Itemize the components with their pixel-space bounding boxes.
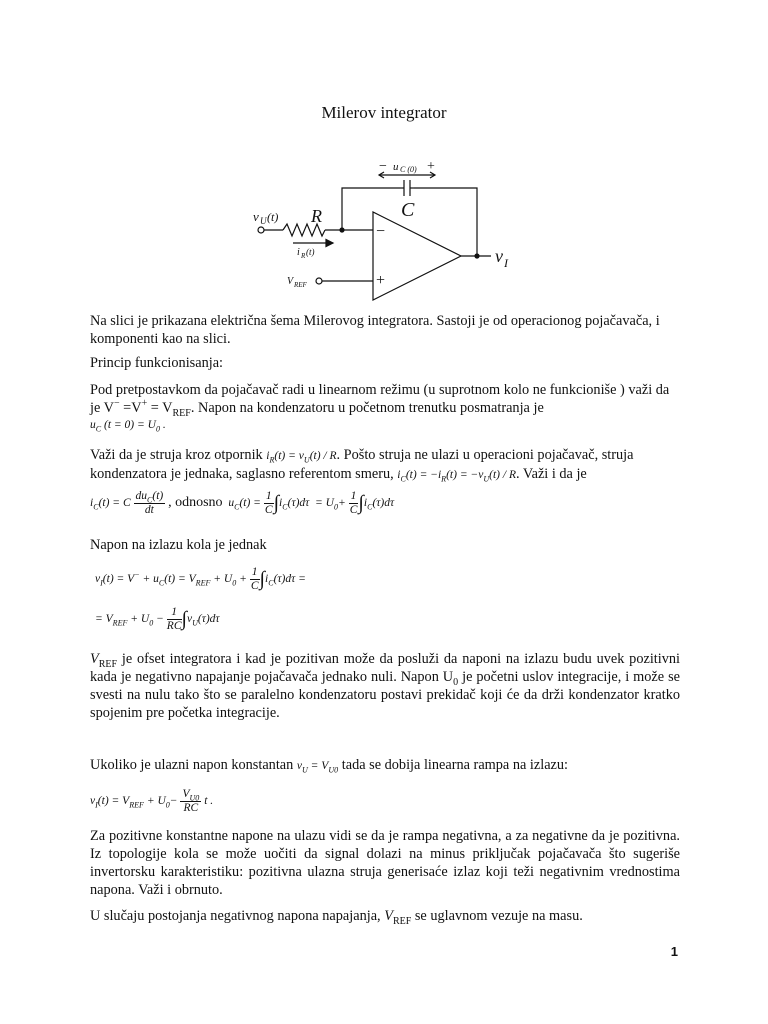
equation-ramp: $v_I(t) = V_{REF} + U_0-$ $\frac{V_{U0}}{RC}$ t . [90, 788, 214, 814]
output-node [474, 253, 479, 258]
vu-sub: U [260, 216, 267, 226]
equation-capacitor-current: $i_C(t) = C$ $\frac{du_C(t)}{dt}$ , odnosno $u_C(t)$ = $\frac{1}{C}$ $\int i_C(\tau)d\tau = U_0+$ $\frac{1}{C}$ $\int i_C(\tau)d\tau$ [90, 490, 395, 516]
uc0-minus-sign: − [379, 159, 387, 174]
page-number: 1 [670, 944, 678, 959]
vi-label: v [495, 246, 503, 266]
paragraph-linear-mode: Pod pretpostavkom da pojačavač radi u linearnom režimu (u suprotnom kolo ne funkcioniše ) važi da je $V^- =V^+ = V_{REF}$. Napon na kondenzatoru u početnom trenutku posmatranja je [90, 382, 670, 419]
vref-sub: REF [294, 281, 307, 289]
equation-output-line1: $v_I(t) = V^- + u_C(t) = V_{REF} + U_0$ + $\frac{1}{C}$ $\int i_C(\tau)d\tau$ = [95, 566, 306, 592]
input-terminal [258, 227, 264, 233]
miller-integrator-circuit [245, 150, 535, 305]
paragraph-constant-input: Ukoliko je ulazni napon konstantan $v_U = V_{U0}$ tada se dobija linearna rampa na izlazu: [90, 757, 569, 775]
equation-uc0: $u_C$ $(t = 0) = U_0$ . [90, 419, 166, 434]
opamp-plus: + [376, 272, 386, 289]
page-title: Milerov integrator [321, 103, 447, 122]
junction-node [339, 227, 344, 232]
uc0-label: u [393, 161, 399, 173]
vu-time: (t) [267, 210, 279, 224]
resistor-label: R [311, 206, 322, 226]
paragraph-offset: $V_{REF}$ je ofset integratora i kad je pozitivan može da posluži da naponi na izlazu budu uvek pozitivni kada je negativno napajanje pojačavača jednako nuli. Napon $U_0$ je početni uslov integracije, i može se svesti na nulu tako što se paralelno kondenzatoru postavi prekidač koji će da drži kondenzator kratko spojenim pre početka integracije. [90, 651, 680, 721]
opamp-minus: − [376, 223, 386, 240]
vi-sub: I [504, 256, 508, 270]
paragraph-principle-heading: Princip funkcionisanja: [90, 355, 224, 371]
paragraph-current: Važi da je struja kroz otpornik $i_R(t) = v_U(t) / R$. Pošto struja ne ulazi u operacioni pojačavač, struja kondenzatora je jednaka, saglasno referentom smeru, $i_C(t) = -i_R(t) = -v_U(t) / R$. Važi i da je [90, 447, 634, 484]
vref-terminal [316, 278, 322, 284]
uc0-sub: C (0) [400, 165, 417, 174]
ir-time: (t) [306, 247, 315, 257]
uc0-plus-sign: + [427, 159, 435, 174]
vu-label: v [253, 209, 259, 224]
ir-sub: R [301, 252, 306, 260]
paragraph-negative-supply: U slučaju postojanja negativnog napona napajanja, $V_{REF}$ se uglavnom vezuje na masu. [90, 908, 583, 927]
paragraph-output-heading: Napon na izlazu kola je jednak [90, 537, 267, 553]
vref-label: V [287, 276, 294, 287]
equation-output-line2: = $V_{REF} + U_0$ − $\frac{1}{RC}$ $\int v_U(\tau)d\tau$ [95, 606, 220, 632]
paragraph-intro: Na slici je prikazana električna šema Milerovog integratora. Sastoji je od operacionog pojačavača, i komponenti kao na slici. [90, 313, 660, 347]
opamp-triangle [373, 212, 461, 300]
ir-label: i [297, 247, 300, 258]
paragraph-polarity: Za pozitivne konstantne napone na ulazu vidi se da je rampa negativna, a za negativne da je pozitivna. Iz topologije kola se može uočiti da signal dolazi na minus priključak pojačavača što sugeriše invertorsku karakteristiku: pozitivna ulazna struja generisaće izlaz koji teži negativnim vrednostima napona. Važi i obrnuto. [90, 828, 680, 898]
capacitor-label: C [401, 199, 415, 221]
